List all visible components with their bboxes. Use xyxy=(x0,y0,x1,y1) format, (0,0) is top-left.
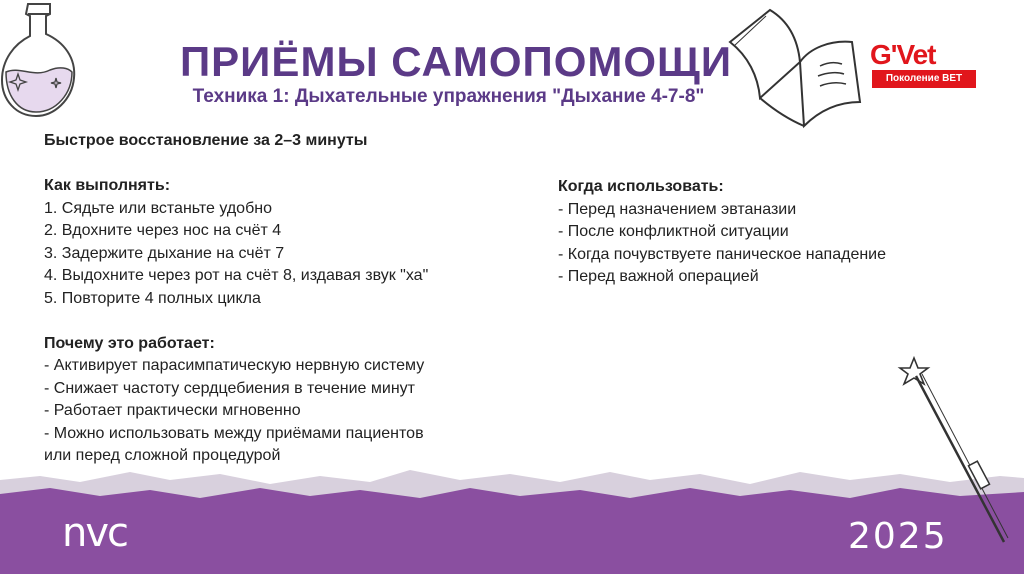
reason-item: - Работает практически мгновенно xyxy=(44,402,301,419)
how-heading: Как выполнять: xyxy=(44,177,171,194)
when-item: - После конфликтной ситуации xyxy=(558,223,789,240)
when-item: - Когда почувствуете паническое нападение xyxy=(558,245,887,263)
intro-line: Быстрое восстановление за 2–3 минуты xyxy=(44,132,368,149)
reason-item: - Активирует парасимпатическую нервную систему xyxy=(44,357,425,374)
right-column xyxy=(558,176,886,289)
step-item: 2. Вдохните через нос на счёт 4 xyxy=(44,222,282,239)
footer-logo: nvc xyxy=(62,510,128,556)
why-heading: Почему это работает: xyxy=(44,334,215,352)
step-item: 1. Сядьте или встаньте удобно xyxy=(44,199,272,217)
step-item: 3. Задержите дыхание на счёт 7 xyxy=(44,244,285,262)
when-item: - Перед назначением эвтаназии xyxy=(558,200,797,218)
reason-item: или перед сложной процедурой xyxy=(44,447,281,464)
potion-bottle-icon xyxy=(0,0,80,125)
slide-subtitle: Техника 1: Дыхательные упражнения "Дыхание 4-7-8" xyxy=(192,86,705,107)
brand-logo xyxy=(870,40,982,90)
slide-title: ПРИЁМЫ САМОПОМОЩИ xyxy=(179,38,733,85)
left-column xyxy=(44,130,428,468)
open-book-icon xyxy=(720,2,870,152)
reason-item: - Можно использовать между приёмами пациентов xyxy=(44,424,424,442)
when-item: - Перед важной операцией xyxy=(558,268,759,285)
footer-year: 2025 xyxy=(848,516,948,557)
brand-logo-text: G'Vet xyxy=(870,39,936,70)
step-item: 5. Повторите 4 полных цикла xyxy=(44,289,261,307)
brand-logo-tagline: Поколение ВЕТ xyxy=(872,70,976,88)
when-heading: Когда использовать: xyxy=(558,178,724,195)
step-item: 4. Выдохните через рот на счёт 8, издавая звук "ха" xyxy=(44,267,429,284)
reason-item: - Снижает частоту сердцебиения в течение минут xyxy=(44,379,415,397)
